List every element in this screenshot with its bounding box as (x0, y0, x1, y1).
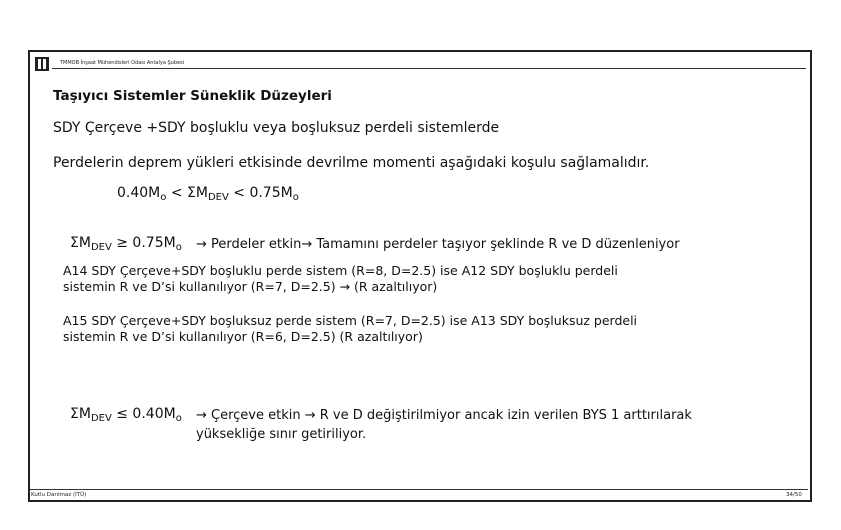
case1-formula-sub2: o (175, 242, 182, 253)
condition-line: Perdelerin deprem yükleri etkisinde devrilme momenti aşağıdaki koşulu sağlamalıdır. (53, 155, 650, 171)
a14-line2: sistemin R ve D’si kullanılıyor (R=7, D=2.5) → (R azaltılıyor) (63, 279, 438, 294)
page-number: 34/50 (786, 492, 802, 498)
case2-formula-post: ≤ 0.40M (111, 406, 176, 422)
case2-formula-sub: DEV (90, 413, 112, 424)
formula-mid-sub: DEV (207, 192, 229, 203)
formula-left-coef: 0.40M (117, 185, 161, 201)
case2-formula (70, 406, 182, 424)
header-divider (52, 68, 806, 69)
formula-left-sub: o (160, 192, 167, 203)
case2-formula-sub2: o (175, 413, 182, 424)
case2-formula-pre: ΣM (70, 406, 91, 422)
case1-formula-sub: DEV (90, 242, 112, 253)
case2-text-line2: yüksekliğe sınır getiriliyor. (196, 427, 367, 442)
footer-author: Kutlu Darılmaz (İTÜ) (31, 492, 87, 498)
a15-line1: A15 SDY Çerçeve+SDY boşluksuz perde sistem (R=7, D=2.5) ise A13 SDY boşluksuz perdeli (63, 313, 638, 328)
case2-text-line1: → Çerçeve etkin → R ve D değiştirilmiyor ancak izin verilen BYS 1 arttırılarak (196, 408, 692, 423)
slide-title: Taşıyıcı Sistemler Süneklik Düzeyleri (53, 88, 332, 104)
formula-right-sub: o (292, 192, 299, 203)
intro-line: SDY Çerçeve +SDY boşluklu veya boşluksuz perdeli sistemlerde (53, 120, 500, 136)
formula-lt2: < 0.75M (228, 185, 293, 201)
chamber-logo-icon (35, 57, 49, 71)
a15-line2: sistemin R ve D’si kullanılıyor (R=6, D=2.5) (R azaltılıyor) (63, 329, 423, 344)
case1-formula-post: ≥ 0.75M (111, 235, 176, 251)
case1-formula (70, 235, 182, 253)
footer-divider (30, 489, 808, 490)
case1-text: → Perdeler etkin→ Tamamını perdeler taşıyor şeklinde R ve D düzenleniyor (196, 237, 680, 252)
main-formula (117, 185, 299, 203)
header-org-name: TMMOB İnşaat Mühendisleri Odası Antalya Şubesi (60, 60, 185, 66)
a14-line1: A14 SDY Çerçeve+SDY boşluklu perde sistem (R=8, D=2.5) ise A12 SDY boşluklu perdeli (63, 263, 618, 278)
case1-formula-pre: ΣM (70, 235, 91, 251)
formula-lt1: < ΣM (166, 185, 208, 201)
